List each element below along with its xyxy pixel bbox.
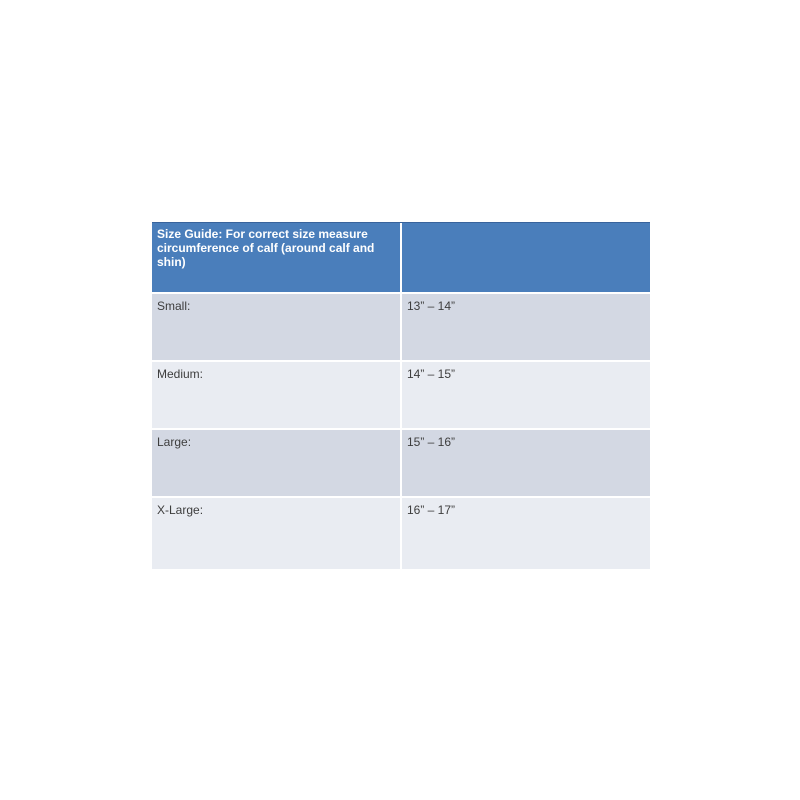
size-guide-table bbox=[152, 222, 650, 569]
size-label-large: Large: bbox=[152, 430, 400, 496]
size-value-medium: 14” – 15” bbox=[402, 362, 650, 428]
size-value-xlarge: 16” – 17” bbox=[402, 498, 650, 569]
size-guide-header-value-cell bbox=[402, 223, 650, 292]
size-value-small: 13” – 14” bbox=[402, 294, 650, 360]
size-label-xlarge: X-Large: bbox=[152, 498, 400, 569]
size-guide-header-row bbox=[152, 223, 650, 292]
table-row bbox=[152, 430, 650, 496]
size-guide-header-title: Size Guide: For correct size measure circumference of calf (around calf and shin) bbox=[152, 223, 400, 292]
size-label-small: Small: bbox=[152, 294, 400, 360]
table-row bbox=[152, 294, 650, 360]
table-row bbox=[152, 498, 650, 569]
table-row bbox=[152, 362, 650, 428]
size-value-large: 15” – 16” bbox=[402, 430, 650, 496]
size-label-medium: Medium: bbox=[152, 362, 400, 428]
